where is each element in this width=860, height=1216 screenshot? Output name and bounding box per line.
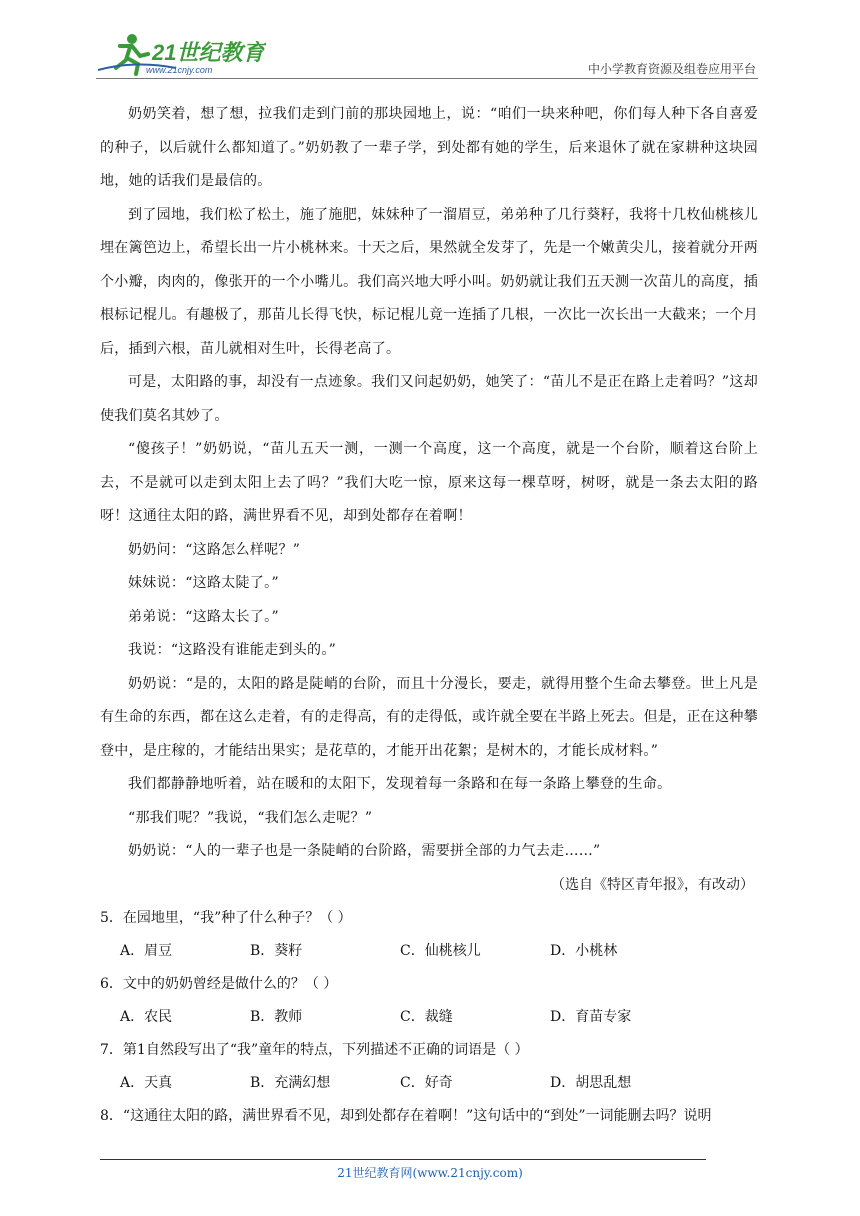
passage-paragraph: 奶奶说：“是的，太阳的路是陡峭的台阶，而且十分漫长，要走，就得用整个生命去攀登。世上凡是有生命的东西，都在这么走着，有的走得高，有的走得低，或许就全要在半路上死去。但是，正在这种攀登中，是庄稼的，才能结出果实；是花草的，才能开出花絮；是树木的，才能长成材料。” (100, 675, 758, 759)
logo-url: www.21cnjy.com (146, 65, 213, 75)
passage-paragraph: 弟弟说：“这路太长了。” (128, 608, 279, 625)
page-header (96, 30, 756, 78)
source-citation: （选自《特区青年报》，有改动） (551, 876, 754, 893)
question-7-options (100, 1067, 758, 1100)
passage-paragraph: 妹妹说：“这路太陡了。” (128, 575, 279, 591)
platform-name: 中小学教育资源及组卷应用平台 (587, 62, 756, 76)
document-body (100, 98, 758, 1133)
option-c: C．好奇 (400, 1074, 453, 1091)
passage-paragraph: 到了园地，我们松了松土，施了施肥，妹妹种了一溜眉豆，弟弟种了几行葵籽，我将十几枚仙桃核儿埋在篱笆边上，希望长出一片小桃林来。十天之后，果然就全发芽了，先是一个嫩黄尖儿，接着就分开两个小瓣，肉肉的，像张开的一个小嘴儿。我们高兴地大呼小叫。奶奶就让我们五天测一次苗儿的高度，插根标记棍儿。有趣极了，那苗儿长得飞快，标记棍儿竟一连插了几根，一次比一次长出一大截来；一个月后，插到六根，苗儿就相对生叶，长得老高了。 (100, 206, 758, 357)
option-b: B．充满幻想 (250, 1074, 331, 1091)
passage-paragraph: 可是，太阳路的事，却没有一点迹象。我们又问起奶奶，她笑了：“苗儿不是正在路上走着吗？”这却使我们莫名其妙了。 (100, 374, 758, 424)
passage-paragraph: “傻孩子！”奶奶说，“苗儿五天一测，一测一个高度，这一个高度，就是一个台阶，顺着这台阶上去，不是就可以走到太阳上去了吗？”我们大吃一惊，原来这每一棵草呀，树呀，就是一条去太阳的路呀！这通往太阳的路，满世界看不见，却到处都存在着啊！ (100, 441, 758, 524)
option-b: B．葵籽 (250, 942, 303, 959)
option-b: B．教师 (250, 1008, 303, 1025)
option-d: D．育苗专家 (550, 1008, 632, 1025)
site-logo (96, 30, 266, 76)
question-5-options (100, 935, 758, 968)
question-8: 8．“这通往太阳的路，满世界看不见，却到处都存在着啊！”这句话中的“到处”一词能删去吗？说明 (100, 1107, 712, 1124)
passage-paragraph: “那我们呢？”我说，“我们怎么走呢？” (128, 809, 373, 826)
option-c: C．裁缝 (400, 1008, 453, 1025)
option-a: A．眉豆 (120, 942, 173, 959)
option-d: D．胡思乱想 (550, 1074, 632, 1091)
logo-text: 21世纪教育 (152, 40, 265, 65)
question-7: 7．第1自然段写出了“我”童年的特点，下列描述不正确的词语是（ ） (100, 1041, 529, 1058)
question-6: 6．文中的奶奶曾经是做什么的？（ ） (100, 975, 338, 992)
passage-paragraph: 我们都静静地听着，站在暖和的太阳下，发现着每一条路和在每一条路上攀登的生命。 (128, 776, 672, 792)
option-d: D．小桃林 (550, 942, 618, 959)
passage-paragraph: 我说：“这路没有谁能走到头的。” (128, 642, 337, 658)
option-a: A．天真 (120, 1074, 173, 1091)
option-c: C．仙桃核儿 (400, 942, 481, 959)
passage-paragraph: 奶奶笑着，想了想，拉我们走到门前的那块园地上，说：“咱们一块来种吧，你们每人种下各自喜爱的种子，以后就什么都知道了。”奶奶教了一辈子学，到处都有她的学生，后来退休了就在家耕种这块园地，她的话我们是最信的。 (100, 106, 758, 189)
question-5: 5．在园地里，“我”种了什么种子？（ ） (100, 909, 352, 926)
option-a: A．农民 (120, 1008, 173, 1025)
header-divider (96, 78, 758, 79)
passage-paragraph: 奶奶问：“这路怎么样呢？” (128, 541, 301, 558)
question-6-options (100, 1001, 758, 1034)
passage-paragraph: 奶奶说：“人的一辈子也是一条陡峭的台阶路，需要拼全部的力气去走……” (128, 843, 601, 859)
footer-divider (100, 1159, 706, 1160)
footer-link[interactable]: 21世纪教育网(www.21cnjy.com) (337, 1166, 523, 1180)
